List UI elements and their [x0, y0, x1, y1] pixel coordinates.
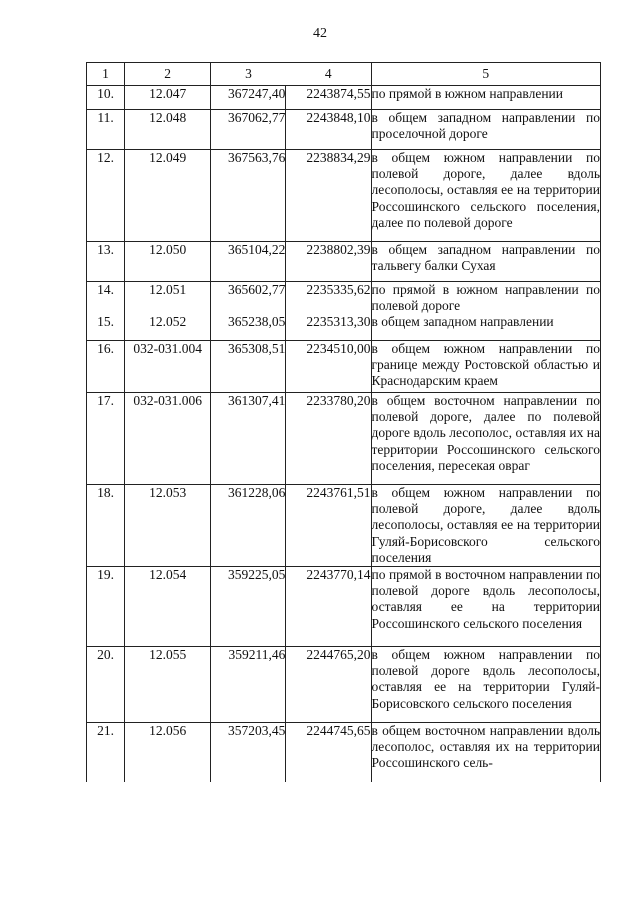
table-row [87, 86, 601, 110]
table-row [87, 282, 601, 315]
page-number: 42 [313, 26, 327, 41]
coordinate-y: 2235335,62 [286, 282, 371, 315]
point-id: 12.055 [125, 646, 211, 722]
boundary-description: в общем восточном направлении по полевой дороге, далее по полевой дороге вдоль лесополос, оставляя их на территории Россошинского сельского поселения, пересекая овраг [371, 392, 600, 484]
coordinate-y: 2238802,39 [286, 242, 371, 282]
point-id: 12.049 [125, 150, 211, 242]
table-row [87, 150, 601, 242]
coordinate-y: 2244765,20 [286, 646, 371, 722]
table-row [87, 646, 601, 722]
coordinate-x: 361307,41 [211, 392, 286, 484]
row-number: 13. [87, 242, 125, 282]
header-col-point: 2 [125, 63, 211, 86]
boundary-description: в общем южном направлении по полевой дороге, далее вдоль лесополосы, оставляя ее на территории Россошинского сельского поселения, далее по полевой дороге [371, 150, 600, 242]
table-row [87, 110, 601, 150]
coordinate-x: 365602,77 [211, 282, 286, 315]
coordinate-x: 359225,05 [211, 566, 286, 646]
coordinate-x: 357203,45 [211, 722, 286, 782]
table-row [87, 484, 601, 566]
coordinate-x: 367062,77 [211, 110, 286, 150]
table-row [87, 392, 601, 484]
row-number: 20. [87, 646, 125, 722]
row-number: 11. [87, 110, 125, 150]
row-number: 14. [87, 282, 125, 315]
coordinate-y: 2235313,30 [286, 314, 371, 340]
boundary-description: в общем западном направлении по тальвегу балки Сухая [371, 242, 600, 282]
coordinate-x: 365308,51 [211, 340, 286, 392]
table-header-row [87, 63, 601, 86]
table-row [87, 340, 601, 392]
coordinate-x: 361228,06 [211, 484, 286, 566]
coordinate-y: 2243761,51 [286, 484, 371, 566]
coordinate-x: 359211,46 [211, 646, 286, 722]
point-id: 12.050 [125, 242, 211, 282]
row-number: 12. [87, 150, 125, 242]
boundary-description: по прямой в восточном направлении по полевой дороге вдоль лесополосы, оставляя ее на территории Россошинского сельского поселения [371, 566, 600, 646]
table-row [87, 722, 601, 782]
point-id: 12.056 [125, 722, 211, 782]
point-id: 12.054 [125, 566, 211, 646]
boundary-description: в общем южном направлении по полевой дороге вдоль лесополосы, оставляя ее на территории Гуляй-Борисовского сельского поселения [371, 646, 600, 722]
boundary-description: в общем южном направлении по полевой дороге, далее вдоль лесополосы, оставляя ее на территории Гуляй-Борисовского сельского поселения [371, 484, 600, 565]
coordinate-x: 365238,05 [211, 314, 286, 340]
coordinate-y: 2238834,29 [286, 150, 371, 242]
coordinate-y: 2243770,14 [286, 566, 371, 646]
row-number: 21. [87, 722, 125, 782]
point-id: 12.047 [125, 86, 211, 110]
row-number: 18. [87, 484, 125, 566]
table-row [87, 566, 601, 646]
header-col-x: 3 [211, 63, 286, 86]
boundary-description: по прямой в южном направлении по полевой дороге [371, 282, 600, 314]
boundary-description: в общем западном направлении по проселочной дороге [371, 110, 600, 150]
header-col-description: 5 [371, 63, 600, 86]
boundary-description: в общем восточном направлении вдоль лесополос, оставляя их на территории Россошинского сель- [371, 722, 600, 782]
row-number: 19. [87, 566, 125, 646]
row-number: 15. [87, 314, 125, 340]
coordinate-x: 367563,76 [211, 150, 286, 242]
point-id: 12.052 [125, 314, 211, 340]
row-number: 16. [87, 340, 125, 392]
header-col-y: 4 [286, 63, 371, 86]
point-id: 12.048 [125, 110, 211, 150]
table-row [87, 314, 601, 340]
point-id: 12.051 [125, 282, 211, 315]
coordinate-y: 2244745,65 [286, 722, 371, 782]
coordinate-y: 2233780,20 [286, 392, 371, 484]
coordinate-x: 365104,22 [211, 242, 286, 282]
coordinate-x: 367247,40 [211, 86, 286, 110]
boundary-description: в общем южном направлении по границе между Ростовской областью и Краснодарским краем [371, 340, 600, 392]
boundary-description: по прямой в южном направлении [371, 86, 600, 110]
row-number: 17. [87, 392, 125, 484]
coordinate-y: 2243848,10 [286, 110, 371, 150]
boundary-points-table [86, 62, 601, 782]
point-id: 12.053 [125, 484, 211, 566]
header-col-number: 1 [87, 63, 125, 86]
boundary-description: в общем западном направлении [371, 314, 600, 340]
row-number: 10. [87, 86, 125, 110]
coordinate-y: 2243874,55 [286, 86, 371, 110]
point-id: 032-031.006 [125, 392, 211, 484]
point-id: 032-031.004 [125, 340, 211, 392]
table-row [87, 242, 601, 282]
coordinate-y: 2234510,00 [286, 340, 371, 392]
